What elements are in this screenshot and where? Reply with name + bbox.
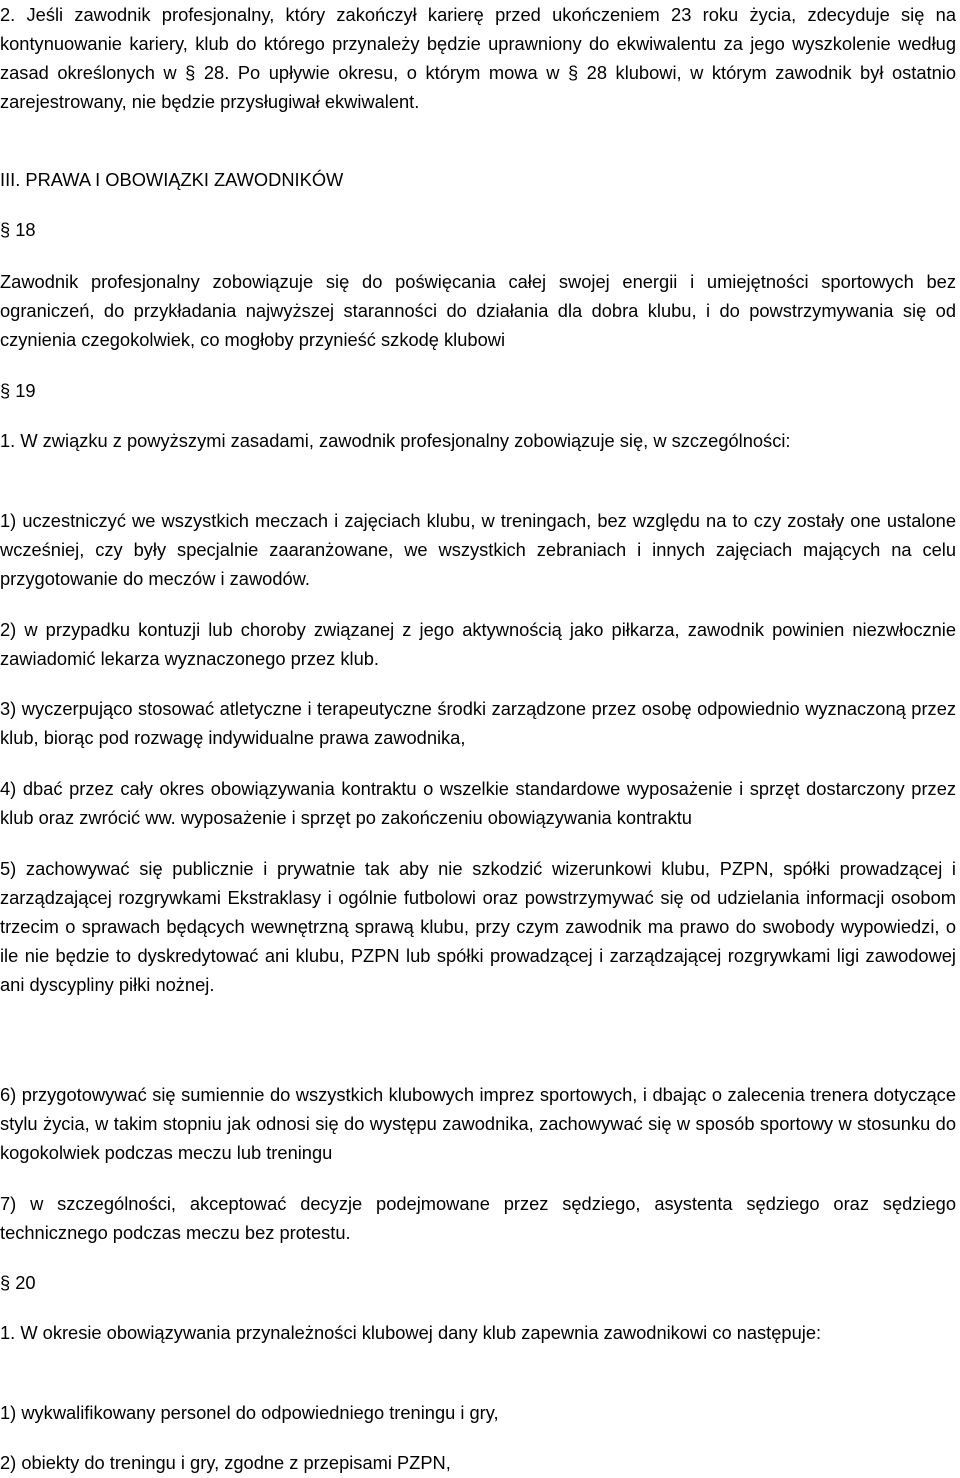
paragraph-19-1-item-3: 3) wyczerpująco stosować atletyczne i terapeutyczne środki zarządzone przez osobę odpowiednio wyznaczoną przez klub, biorąc pod rozwagę indywidualne prawa zawodnika, [0,698,956,748]
section-18-heading: § 18 [0,219,36,240]
paragraph-19-1-item-1: 1) uczestniczyć we wszystkich meczach i zajęciach klubu, w treningach, bez względu na to czy zostały one ustalone wcześniej, czy były specjalnie zaaranżowane, we wszystkich zebraniach i innych zajęciach mających na celu przygotowanie do meczów i zawodów. [0,510,956,589]
paragraph-20-1-item-2: 2) obiekty do treningu i gry, zgodne z przepisami PZPN, [0,1452,451,1473]
section-19-heading: § 19 [0,380,36,401]
paragraph-19-1-item-6: 6) przygotowywać się sumiennie do wszystkich klubowych imprez sportowych, i dbając o zalecenia trenera dotyczące stylu życia, w takim stopniu jak odnosi się do występu zawodnika, zachowywać się w sposób sportowy w stosunku do kogokolwiek podczas meczu lub treningu [0,1084,956,1163]
paragraph-19-1-item-4: 4) dbać przez cały okres obowiązywania kontraktu o wszelkie standardowe wyposażenie i sprzęt dostarczony przez klub oraz zwrócić ww. wyposażenie i sprzęt po zakończeniu obowiązywania kontraktu [0,778,956,828]
paragraph-18: Zawodnik profesjonalny zobowiązuje się do poświęcania całej swojej energii i umiejętności sportowych bez ograniczeń, do przykładania najwyższej staranności do działania dla dobra klubu, i do powstrzymywania się od czynienia czegokolwiek, co mogłoby przynieść szkodę klubowi [0,271,956,350]
section-20-heading: § 20 [0,1272,36,1293]
chapter-heading: III. PRAWA I OBOWIĄZKI ZAWODNIKÓW [0,169,344,190]
paragraph-ekwiwalent: 2. Jeśli zawodnik profesjonalny, który zakończył karierę przed ukończeniem 23 roku życia, zdecyduje się na kontynuowanie kariery, klub do którego przynależy będzie uprawniony do ekwiwalentu za jego wyszkolenie według zasad określonych w § 28. Po upływie okresu, o którym mowa w § 28 klubowi, w którym zawodnik był ostatnio zarejestrowany, nie będzie przysługiwał ekwiwalent. [0,4,956,112]
paragraph-20-1: 1. W okresie obowiązywania przynależności klubowej dany klub zapewnia zawodnikowi co następuje: [0,1322,822,1343]
paragraph-19-1: 1. W związku z powyższymi zasadami, zawodnik profesjonalny zobowiązuje się, w szczególności: [0,430,791,451]
paragraph-20-1-item-1: 1) wykwalifikowany personel do odpowiedniego treningu i gry, [0,1402,499,1423]
paragraph-19-1-item-2: 2) w przypadku kontuzji lub choroby związanej z jego aktywnością jako piłkarza, zawodnik powinien niezwłocznie zawiadomić lekarza wyznaczonego przez klub. [0,619,956,669]
paragraph-19-1-item-7: 7) w szczególności, akceptować decyzje podejmowane przez sędziego, asystenta sędziego oraz sędziego technicznego podczas meczu bez protestu. [0,1193,956,1243]
paragraph-19-1-item-5: 5) zachowywać się publicznie i prywatnie tak aby nie szkodzić wizerunkowi klubu, PZPN, spółki prowadzącej i zarządzającej rozgrywkami Ekstraklasy i ogólnie futbolowi oraz powstrzymywać się od udzielania informacji osobom trzecim o sprawach będących wewnętrzną sprawą klubu, przy czym zawodnik ma prawo do swobody wypowiedzi, o ile nie będzie to dyskredytować ani klubu, PZPN lub spółki prowadzącej i zarządzającej rozgrywkami ligi zawodowej ani dyscypliny piłki nożnej. [0,858,956,995]
